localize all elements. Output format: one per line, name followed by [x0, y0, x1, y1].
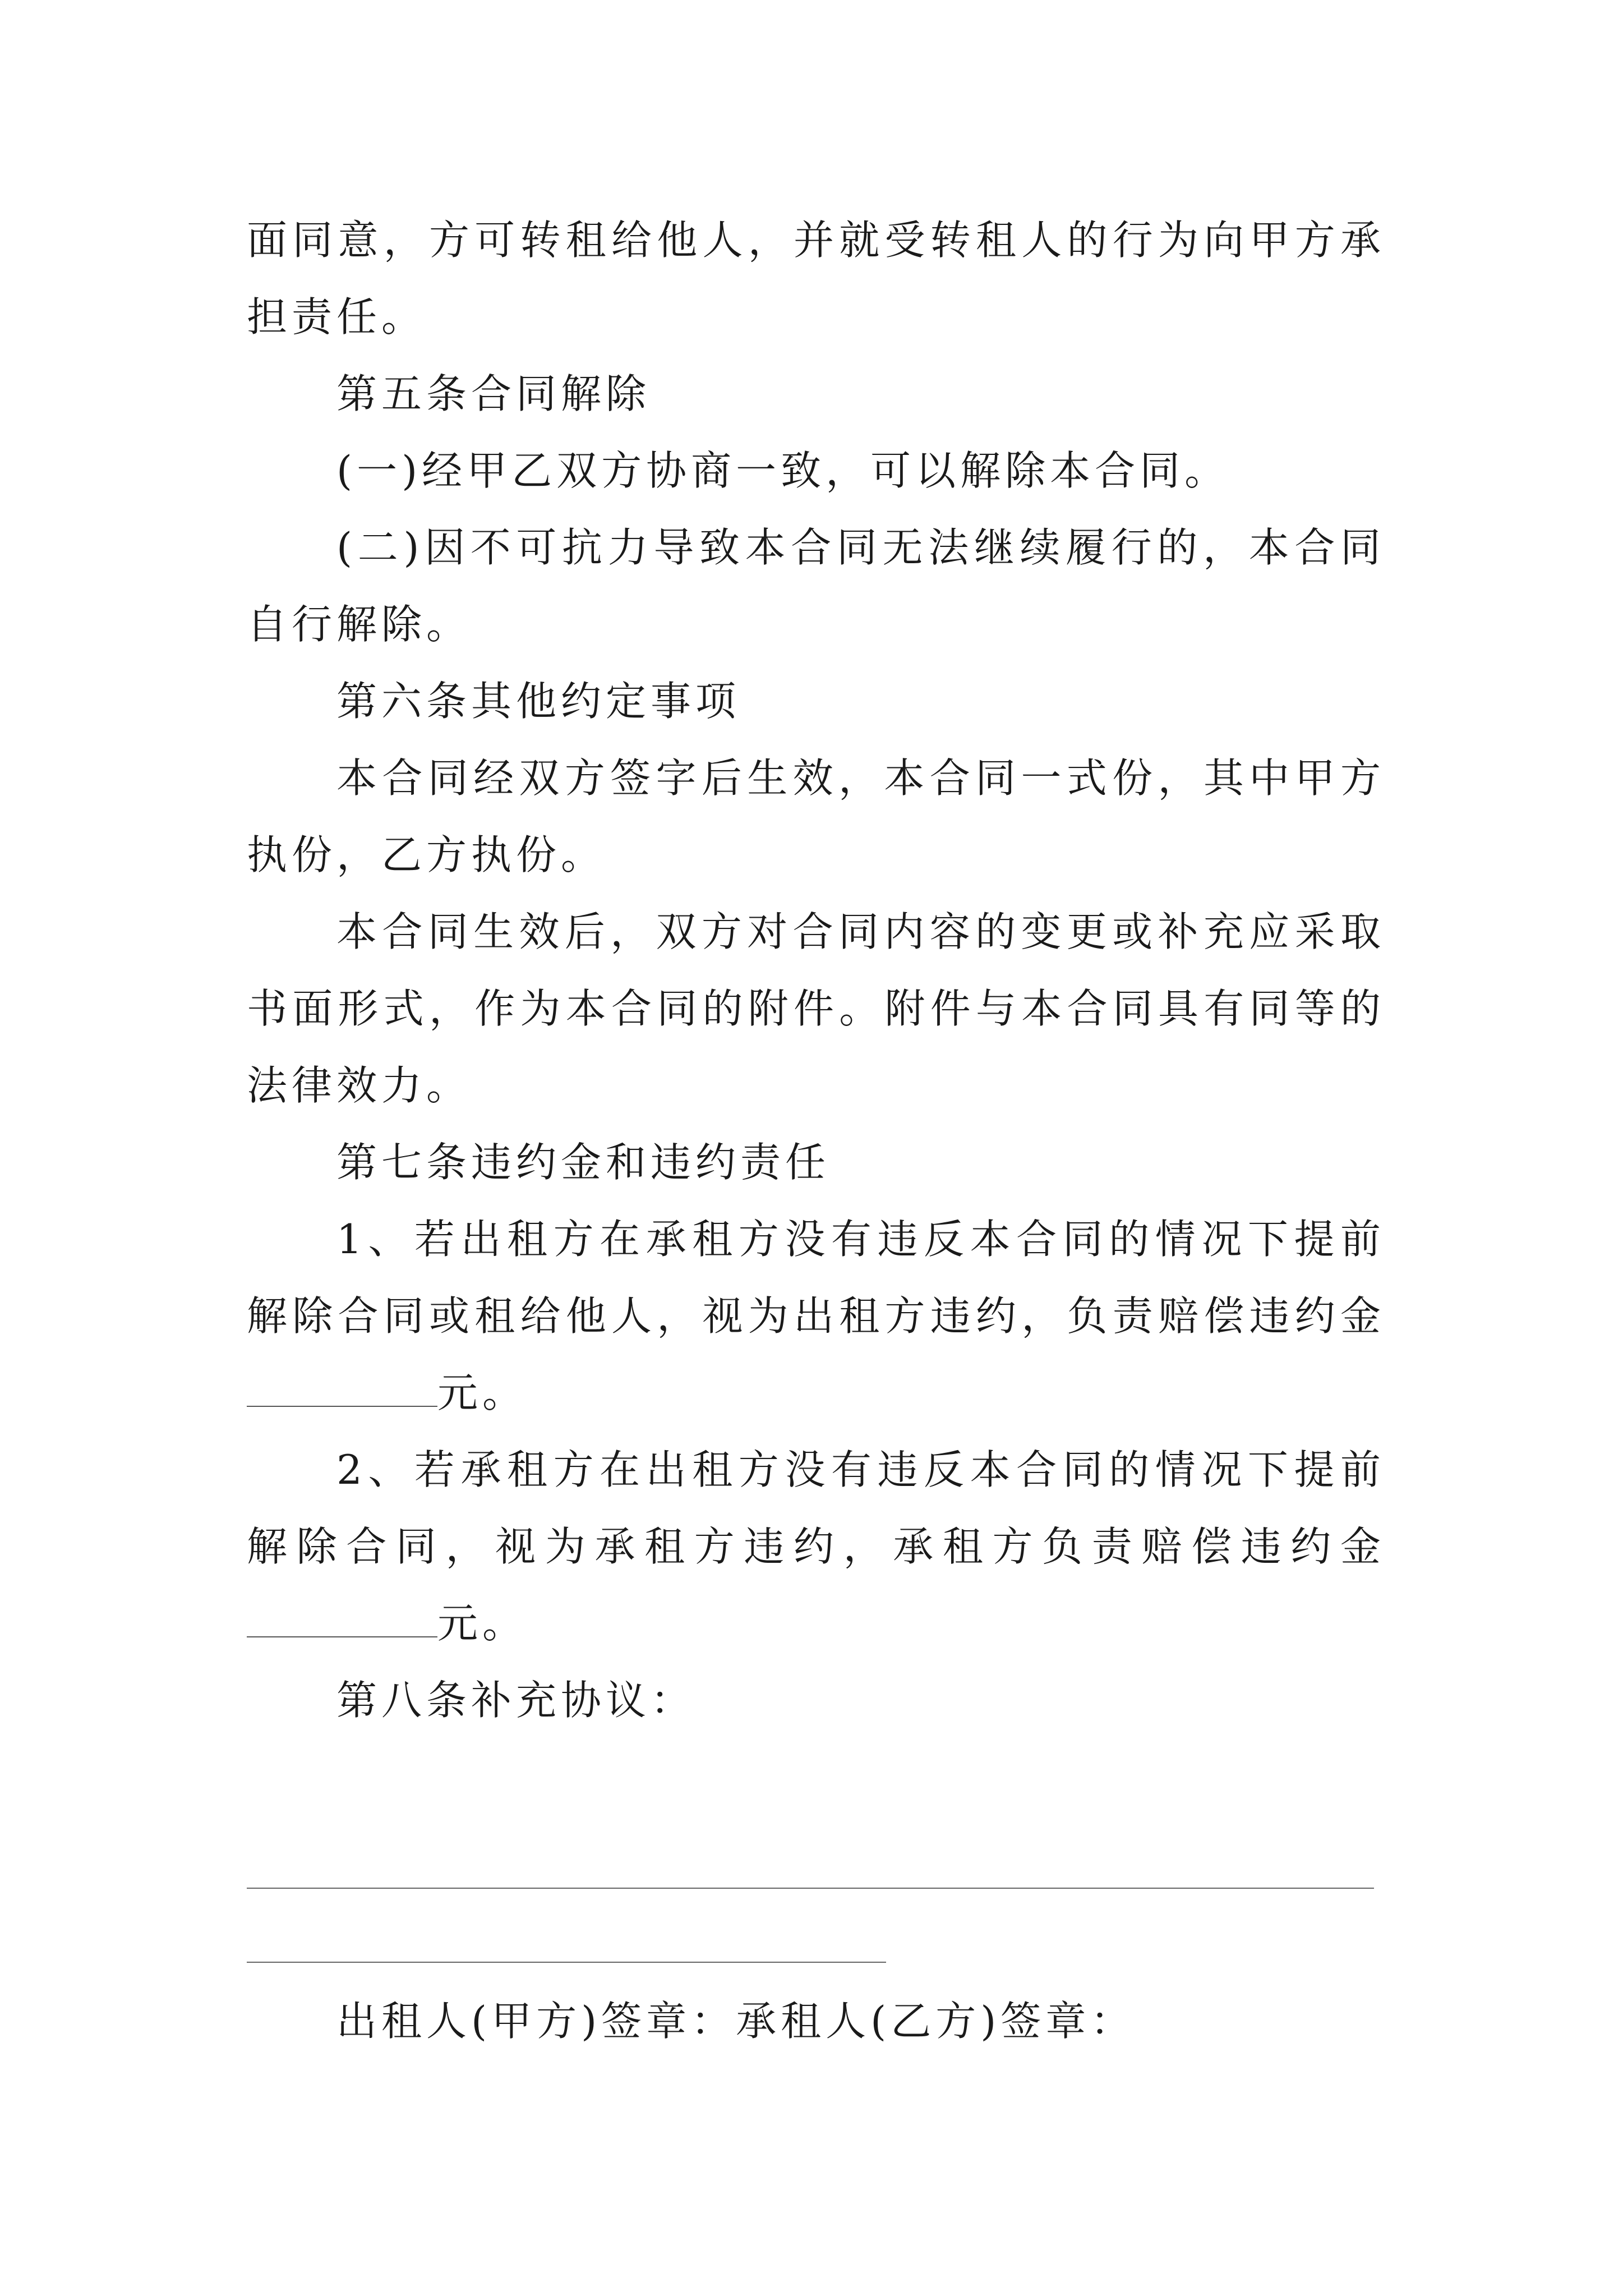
supplement-blank-line-2 — [247, 1962, 886, 1963]
supplement-blank-line-1 — [247, 1888, 1374, 1889]
document-body — [247, 202, 1385, 1739]
penalty-amount-blank-2 — [247, 1603, 437, 1637]
article-7-item-2-unit: 元。 — [437, 1600, 528, 1647]
article-7-heading: 第七条违约金和违约责任 — [336, 1139, 831, 1186]
article-7-item-2-text: 2、若承租方在出租方没有违反本合同的情况下提前解除合同，视为承租方违约，承租方负责赔偿违约金 — [247, 1446, 1385, 1570]
article-6-clause-1: 本合同经双方签字后生效，本合同一式份，其中甲方执份，乙方执份。 — [247, 754, 1385, 878]
article-5-heading: 第五条合同解除 — [336, 370, 651, 417]
article-5-item-2: (二)因不可抗力导致本合同无法继续履行的，本合同自行解除。 — [247, 524, 1385, 648]
article-8-heading: 第八条补充协议： — [336, 1677, 696, 1724]
article-7-item-1 — [247, 1201, 1385, 1432]
article-6-clause-2: 本合同生效后，双方对合同内容的变更或补充应采取书面形式，作为本合同的附件。附件与本合同具有同等的法律效力。 — [247, 908, 1385, 1109]
article-6-heading: 第六条其他约定事项 — [336, 678, 741, 725]
article-7-item-2 — [247, 1432, 1385, 1662]
penalty-amount-blank-1 — [247, 1372, 437, 1407]
paragraph-continuation: 面同意，方可转租给他人，并就受转租人的行为向甲方承担责任。 — [247, 217, 1385, 341]
article-7-item-1-text: 1、若出租方在承租方没有违反本合同的情况下提前解除合同或租给他人，视为出租方违约，负责赔偿违约金 — [247, 1216, 1385, 1340]
article-7-item-1-unit: 元。 — [437, 1369, 528, 1416]
article-5-item-1: (一)经甲乙双方协商一致，可以解除本合同。 — [336, 447, 1230, 494]
signature-line: 出租人(甲方)签章：承租人(乙方)签章： — [336, 1998, 1136, 2045]
